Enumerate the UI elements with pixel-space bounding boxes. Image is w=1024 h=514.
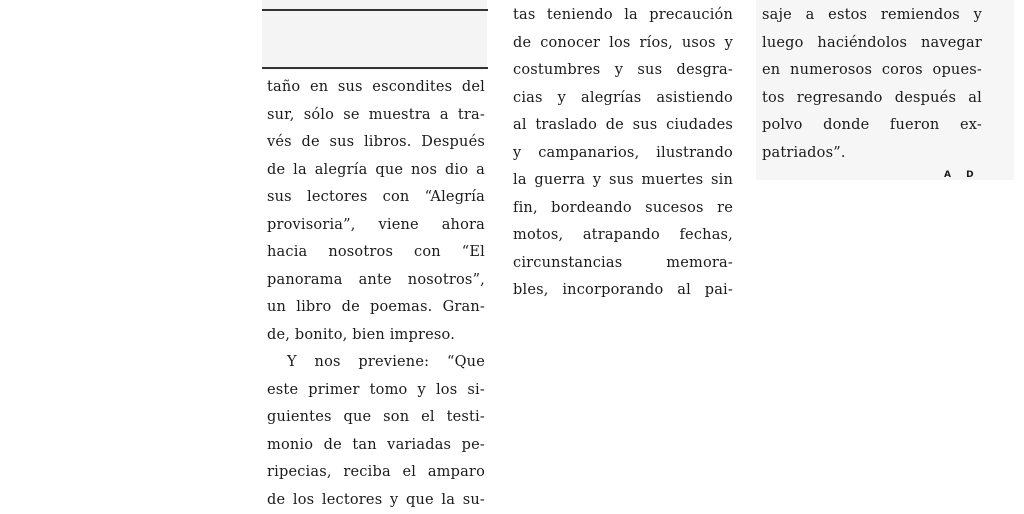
text-line: circunstancias memora- [513,250,733,278]
text-line: patriados”. [762,140,982,168]
author-initials: A D [944,170,980,180]
text-line: sus lectores con “Alegría [267,184,485,212]
text-line: la guerra y sus muertes sin [513,167,733,195]
text-line: taño en sus escondites del [267,74,485,102]
text-line: y campanarios, ilustrando [513,140,733,168]
text-line: ripecias, reciba el amparo [267,459,485,487]
text-line: de, bonito, bien impreso. [267,322,485,350]
text-line: monio de tan variadas pe- [267,432,485,460]
text-line: saje a estos remiendos y [762,2,982,30]
text-line: de la alegría que nos dio a [267,157,485,185]
text-line: vés de sus libros. Después [267,129,485,157]
text-line: Y nos previene: “Que [267,349,485,377]
text-line: este primer tomo y los si- [267,377,485,405]
top-rule [262,9,488,11]
text-line: un libro de poemas. Gran- [267,294,485,322]
text-line: panorama ante nosotros”, [267,267,485,295]
text-line: de los lectores y que la su- [267,487,485,514]
text-line: hacia nosotros con “El [267,239,485,267]
text-line: de conocer los ríos, usos y [513,30,733,58]
text-line: sur, sólo se muestra a tra- [267,102,485,130]
column-rule [262,67,488,69]
text-line: fin, bordeando sucesos re [513,195,733,223]
article-column-3 [762,2,982,167]
text-line: costumbres y sus desgra- [513,57,733,85]
text-line: luego haciéndolos navegar [762,30,982,58]
text-line: provisoria”, viene ahora [267,212,485,240]
article-column-1 [267,74,485,514]
text-line: motos, atrapando fechas, [513,222,733,250]
text-line: tos regresando después al [762,85,982,113]
text-line: tas teniendo la precaución [513,2,733,30]
text-line: cias y alegrías asistiendo [513,85,733,113]
text-line: en numerosos coros opues- [762,57,982,85]
text-line: al traslado de sus ciudades [513,112,733,140]
text-line: polvo donde fueron ex- [762,112,982,140]
text-line: guientes que son el testi- [267,404,485,432]
article-column-2 [513,2,733,305]
text-line: bles, incorporando al pai- [513,277,733,305]
